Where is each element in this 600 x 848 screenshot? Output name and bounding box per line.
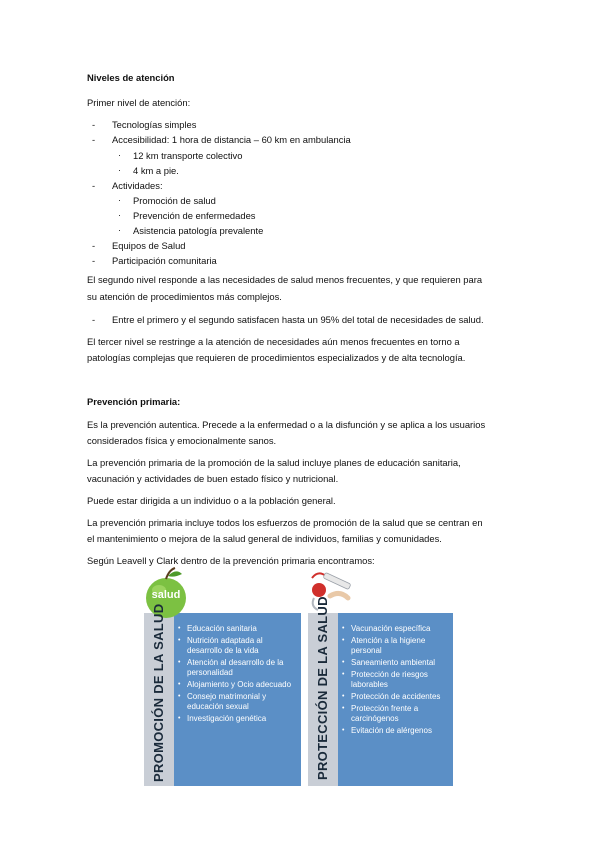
figure-list-item: Nutrición adaptada al desarrollo de la vida	[187, 636, 263, 655]
figure-list-item: Atención al desarrollo de la personalidad	[187, 658, 284, 677]
list-item: Asistencia patología prevalente	[133, 225, 264, 236]
figure-list-item: Protección de riesgos laborables	[351, 670, 428, 689]
paragraph: La prevención primaria incluye todos los esfuerzos de promoción de la salud que se centran en	[87, 517, 483, 528]
list-item: Accesibilidad: 1 hora de distancia – 60 km en ambulancia	[112, 134, 351, 145]
list-item: Promoción de salud	[133, 195, 216, 206]
paragraph: Según Leavell y Clark dentro de la prevención primaria encontramos:	[87, 555, 375, 566]
figure-list-item: Evitación de alérgenos	[351, 726, 432, 735]
list-item: 12 km transporte colectivo	[133, 150, 243, 161]
bullet: •	[342, 705, 345, 712]
figure-list-item: Vacunación específica	[351, 624, 431, 633]
paragraph: Puede estar dirigida a un individuo o a la población general.	[87, 495, 336, 506]
figure-list-item: Protección de accidentes	[351, 692, 441, 701]
list-item: Tecnologías simples	[112, 119, 197, 130]
paragraph: el mantenimiento o mejora de la salud general de individuos, familias y comunidades.	[87, 533, 442, 544]
figure-list-item: Investigación genética	[187, 714, 267, 723]
bullet: •	[178, 637, 181, 644]
bullet: •	[342, 671, 345, 678]
paragraph: vacunación y actividades de buen estado físico y nutricional.	[87, 473, 339, 484]
bullet: •	[178, 659, 181, 666]
bullet: •	[178, 715, 181, 722]
proteccion-title: PROTECCIÓN DE LA SALUD	[315, 596, 330, 780]
paragraph: El tercer nivel se restringe a la atención de necesidades aún menos frecuentes en torno a	[87, 336, 460, 347]
paragraph: considerados física y emocionalmente sanos.	[87, 435, 277, 446]
bullet: •	[342, 727, 345, 734]
promocion-title: PROMOCIÓN DE LA SALUD	[151, 603, 166, 782]
list-item: Participación comunitaria	[112, 255, 217, 266]
bullet: •	[178, 625, 181, 632]
bullet: •	[178, 681, 181, 688]
bullet: •	[342, 625, 345, 632]
bullet: •	[342, 659, 345, 666]
paragraph: La prevención primaria de la promoción de la salud incluye planes de educación sanitaria,	[87, 457, 461, 468]
paragraph: patologías complejas que requieren de procedimientos especializados y de alta tecnología.	[87, 352, 466, 363]
paragraph: su atención de procedimientos más complejos.	[87, 291, 282, 302]
list-item: Prevención de enfermedades	[133, 210, 256, 221]
list-item: Equipos de Salud	[112, 240, 186, 251]
document-page: Niveles de atención Primer nivel de atención: - Tecnologías simples - Accesibilidad: 1 hora de distancia – 60 km en ambulancia · 12 km transporte colectivo · 4 km a pie. - Actividades: · Promoción de salud · Prevención de enfermedades · Asistencia patología prevalente - Equipos de Salud - Participación comunitaria El segundo nivel responde a las necesidades de salud menos frecuentes, y que requieren para su atención de procedimientos más complejos. - Entre el primero y el segundo satisfacen hasta un 95% del total de necesidades de salud. El tercer nivel se restringe a la atención de necesidades aún menos frecuentes en torno a patologías complejas que requieren de procedimientos especializados y de alta tecnología. Prevención primaria: Es la prevención autentica. Precede a la enfermedad o a la disfunción y se aplica a los usuarios considerados física y emocionalmente sanos. La prevención primaria de la promoción de la salud incluye planes de educación sanitaria, vacunación y actividades de buen estado físico y nutricional. Puede estar dirigida a un individuo o a la población general. La prevención primaria incluye todos los esfuerzos de promoción de la salud que se centran en el mantenimiento o mejora de la salud general de individuos, familias y comunidades. Según Leavell y Clark dentro de la prevención primaria encontramos: salud PROMOCIÓN DE LA SALUD PROTECCIÓN DE LA SALUD • Educación sanitaria • Nutrición adaptada al desarrollo de la vida • Atención al desarrollo de la personalidad • Alojamiento y Ocio adecuado • Consejo matrimonial y educación sexual • Investigación genética • Vacunación específica • Atención a la higiene personal • Saneamiento ambiental • Protección de riesgos laborables • Protección de accidentes • Protección frente a carcinógenos • Evitación de alérgenos	[0, 0, 600, 848]
heading-prevencion: Prevención primaria:	[87, 396, 181, 407]
figure-list-item: Educación sanitaria	[187, 624, 257, 633]
figure-list-item: Atención a la higiene personal	[351, 636, 426, 655]
figure-list-item: Consejo matrimonial y educación sexual	[187, 692, 267, 711]
apple-label: salud	[151, 589, 181, 601]
bullet: •	[342, 637, 345, 644]
figure-list-item: Protección frente a carcinógenos	[351, 704, 419, 723]
list-item: 4 km a pie.	[133, 165, 179, 176]
bullet: •	[342, 693, 345, 700]
bullet: •	[178, 693, 181, 700]
figure-list-item: Alojamiento y Ocio adecuado	[187, 680, 292, 689]
figure-list-item: Saneamiento ambiental	[351, 658, 436, 667]
paragraph: El segundo nivel responde a las necesidades de salud menos frecuentes, y que requieren para	[87, 274, 483, 285]
primer-nivel-label: Primer nivel de atención:	[87, 97, 191, 108]
list-item: Entre el primero y el segundo satisfacen hasta un 95% del total de necesidades de salud.	[112, 314, 484, 325]
list-item: Actividades:	[112, 180, 163, 191]
paragraph: Es la prevención autentica. Precede a la enfermedad o a la disfunción y se aplica a los usuarios	[87, 419, 486, 430]
heading-niveles: Niveles de atención	[87, 72, 175, 83]
